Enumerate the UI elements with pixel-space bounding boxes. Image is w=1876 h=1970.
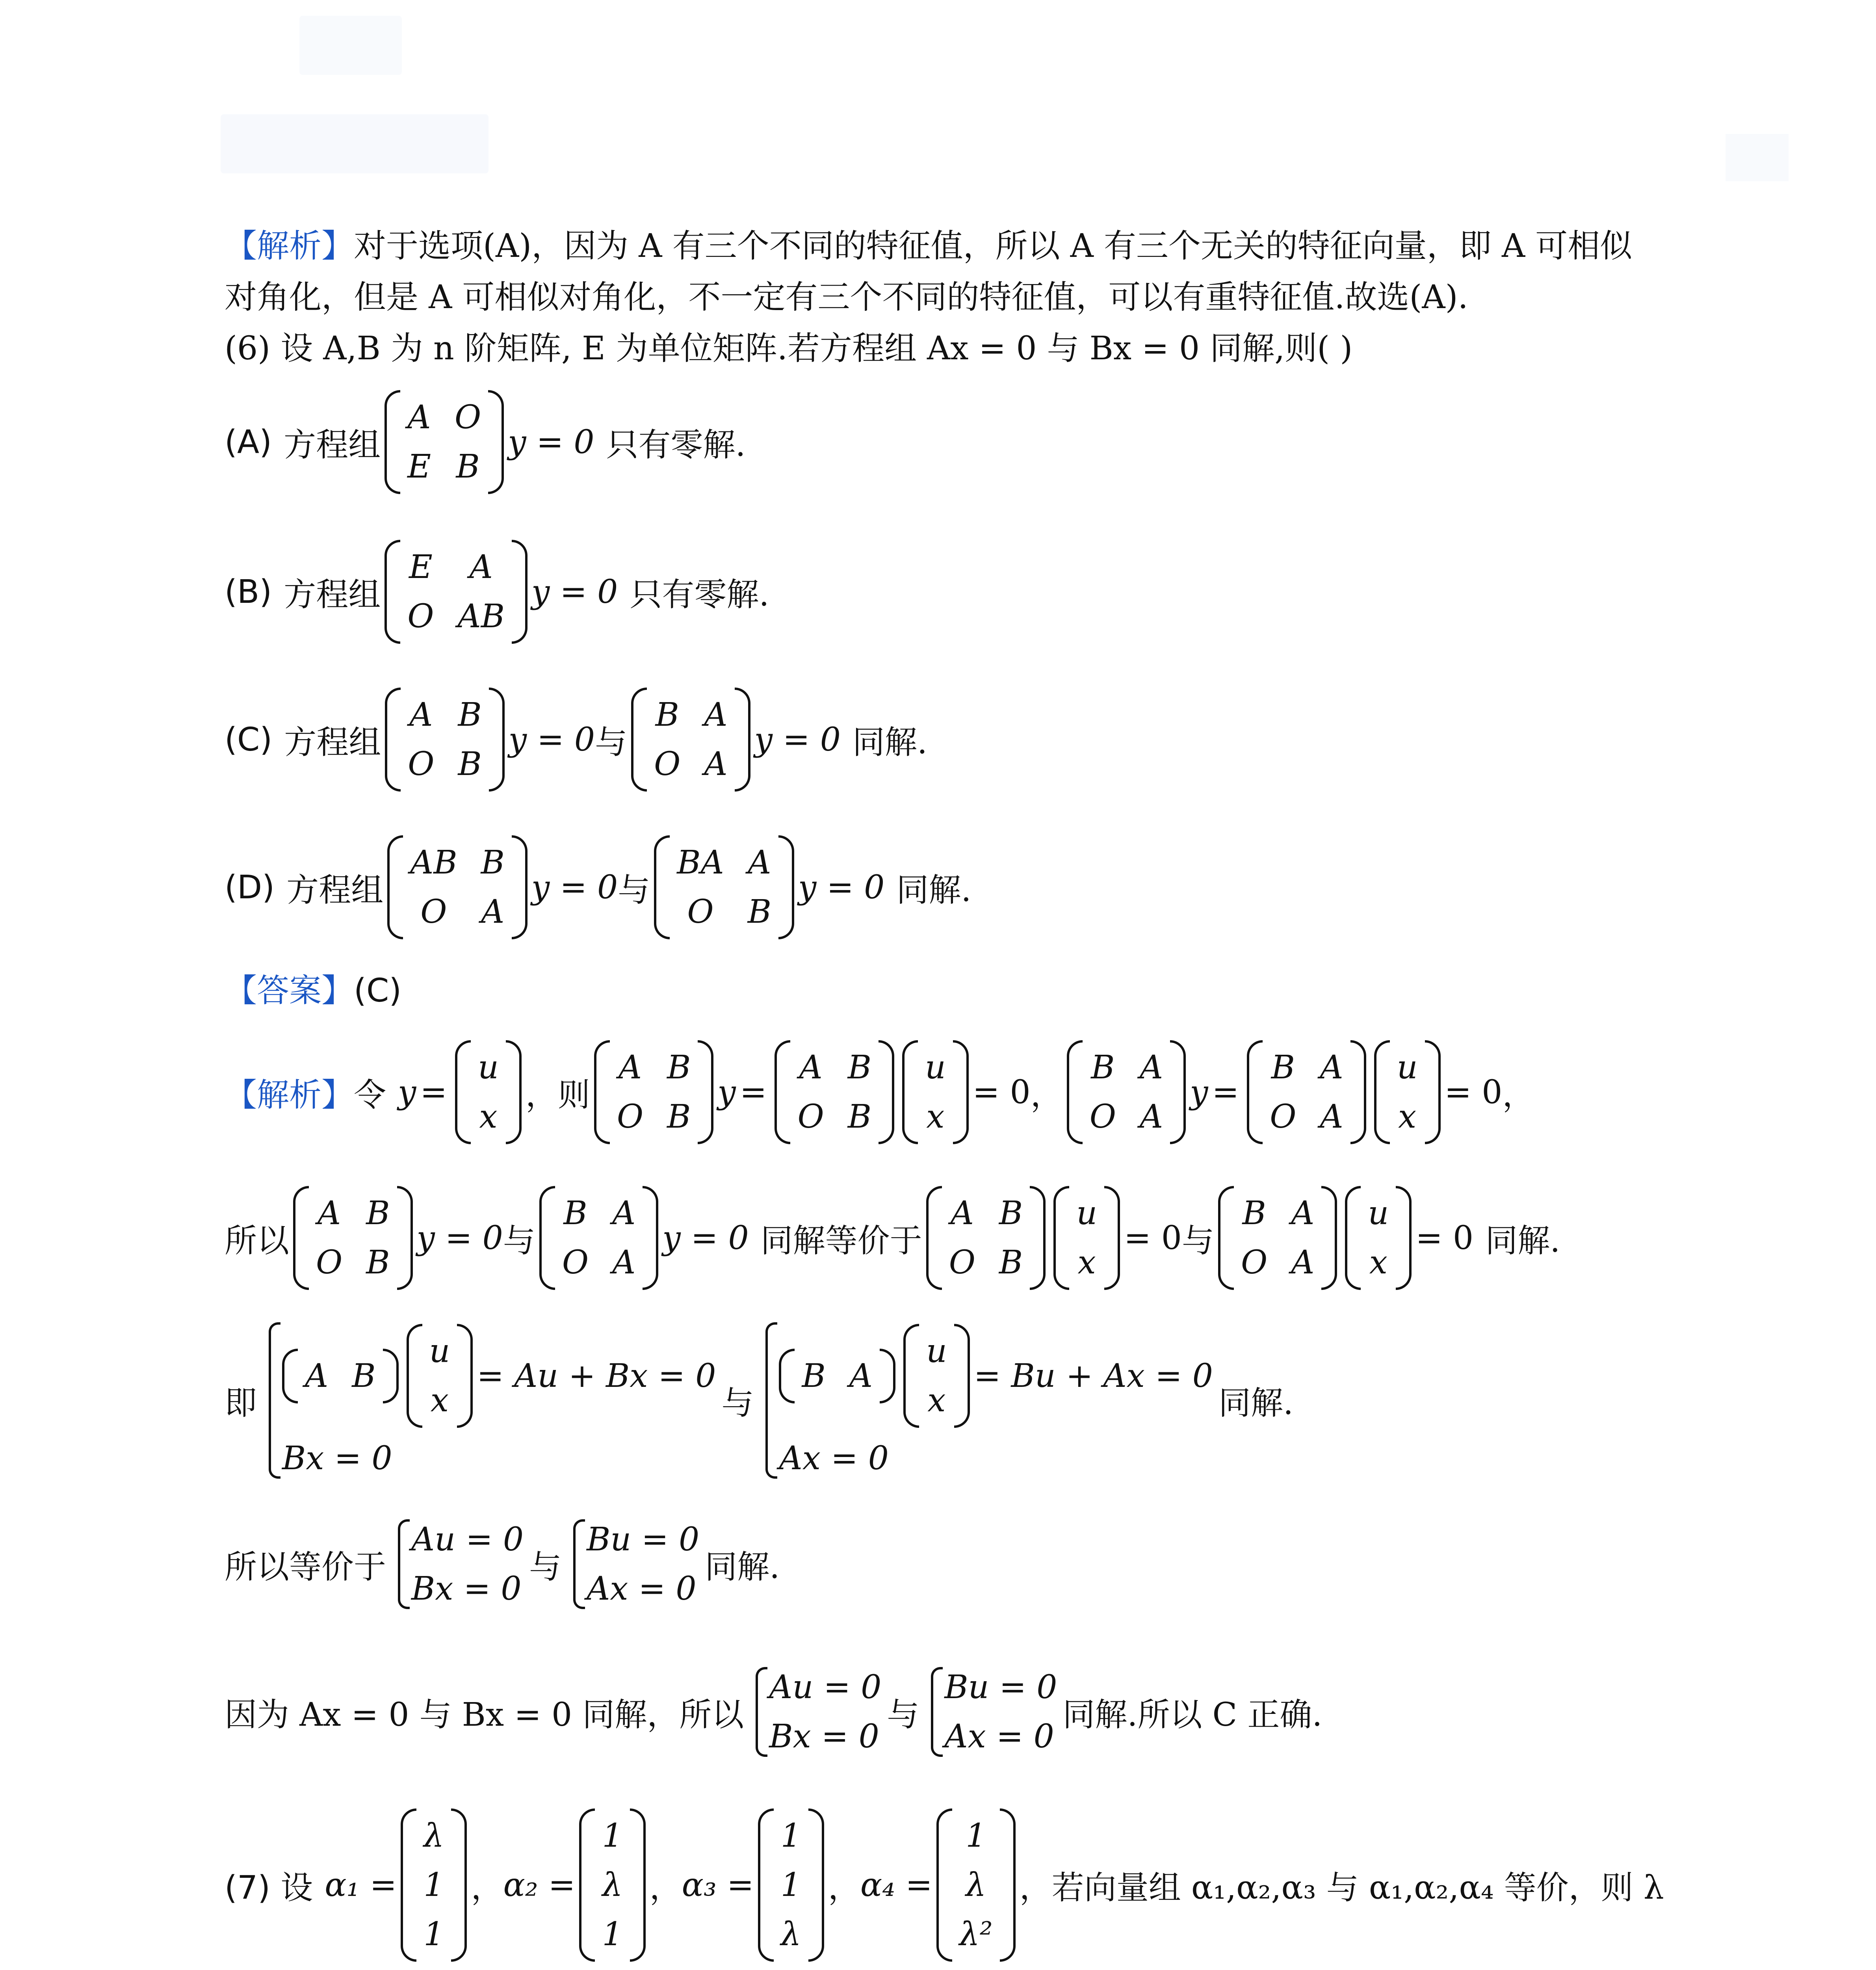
q6-analysis-row-3: 即 A B u x = Au + Bx = 0 Bx = 0 与 B A u x = Bu + Ax = 0 Ax = 0 同解. bbox=[225, 1320, 1293, 1481]
matrix: B A O A bbox=[1247, 1040, 1366, 1144]
q6-analysis-row-4: 所以等价于 Au = 0 Bx = 0 与 Bu = 0 Ax = 0 同解. bbox=[225, 1517, 780, 1611]
q6-option-b: (B) 方程组 E A O AB y = 0 只有零解. bbox=[225, 540, 769, 644]
faded-header-mark bbox=[1726, 134, 1789, 181]
matrix: AB B O A bbox=[387, 835, 528, 939]
vector-alpha-2: 1 λ 1 bbox=[579, 1808, 645, 1962]
q6-analysis-row-2: 所以 A B O B y = 0 与 B A O A y = 0 同解等价于 A B O B u x = 0 与 B A O A u x = 0 同解. bbox=[225, 1186, 1560, 1290]
q5-analysis-line-2: 对角化，但是 A 可相似对角化，不一定有三个不同的特征值，可以有重特征值.故选(A). bbox=[225, 279, 1468, 316]
vector: u x bbox=[902, 1040, 969, 1144]
matrix: BA A O B bbox=[654, 835, 794, 939]
matrix: A B O B bbox=[775, 1040, 894, 1144]
vector-alpha-3: 1 1 λ bbox=[758, 1808, 824, 1962]
matrix: A B O B bbox=[293, 1186, 413, 1290]
q7-stem: (7) 设 α₁ = λ 1 1 ， α₂ = 1 λ 1 ， α₃ = 1 1 λ ， α₄ = 1 λ λ² ，若向量组 α₁,α₂,α₃ 与 α₁,α₂,α₄ 等价，则 λ bbox=[225, 1808, 1664, 1962]
matrix: A B O B bbox=[926, 1186, 1046, 1290]
matrix: A B O B bbox=[594, 1040, 714, 1144]
equation-system: Au = 0 Bx = 0 bbox=[389, 1517, 526, 1611]
matrix: B A O A bbox=[631, 688, 750, 792]
vector: u x bbox=[1345, 1186, 1412, 1290]
equation-system: Au = 0 Bx = 0 bbox=[747, 1665, 884, 1759]
q6-option-c: (C) 方程组 A B O B y = 0 与 B A O A y = 0 同解. bbox=[225, 688, 927, 792]
q6-analysis-row-1: 【解析】 令 y = u x ，则 A B O B y = A B O B u x = 0 ， B A O A y = B A O A u x = 0 ， bbox=[225, 1040, 1534, 1144]
faded-header-tab bbox=[299, 16, 402, 75]
equation-system: B A u x = Bu + Ax = 0 Ax = 0 bbox=[757, 1320, 1215, 1481]
matrix: B A O A bbox=[1067, 1040, 1186, 1144]
matrix: B A O A bbox=[1218, 1186, 1337, 1290]
q6-analysis-row-5: 因为 Ax = 0 与 Bx = 0 同解，所以 Au = 0 Bx = 0 与 Bu = 0 Ax = 0 同解.所以 C 正确. bbox=[225, 1665, 1322, 1759]
equation-system: Bu = 0 Ax = 0 bbox=[565, 1517, 702, 1611]
q6-option-a: (A) 方程组 A O E B y = 0 只有零解. bbox=[225, 390, 746, 494]
q6-option-d: (D) 方程组 AB B O A y = 0 与 BA A O B y = 0 同解. bbox=[225, 835, 971, 939]
q6-answer: 【答案】(C) bbox=[225, 972, 402, 1009]
equation-system: A B u x = Au + Bx = 0 Bx = 0 bbox=[260, 1320, 718, 1481]
vector: u x bbox=[1374, 1040, 1441, 1144]
matrix: A B O B bbox=[385, 688, 505, 792]
analysis-label: 【解析】 bbox=[225, 227, 354, 265]
equation-system: Bu = 0 Ax = 0 bbox=[922, 1665, 1059, 1759]
matrix: B A O A bbox=[539, 1186, 658, 1290]
q6-stem: (6) 设 A,B 为 n 阶矩阵, E 为单位矩阵.若方程组 Ax = 0 与 Bx = 0 同解,则( ) bbox=[225, 330, 1353, 367]
matrix: A O E B bbox=[384, 390, 504, 494]
q5-analysis-line-1: 【解析】对于选项(A)，因为 A 有三个不同的特征值，所以 A 有三个无关的特征向量，即 A 可相似 bbox=[225, 227, 1633, 265]
matrix: E A O AB bbox=[384, 540, 528, 644]
vector-alpha-4: 1 λ λ² bbox=[936, 1808, 1016, 1962]
faded-header-title bbox=[221, 114, 489, 173]
vector: u x bbox=[455, 1040, 522, 1144]
vector-alpha-1: λ 1 1 bbox=[401, 1808, 467, 1962]
vector: u x bbox=[1053, 1186, 1120, 1290]
